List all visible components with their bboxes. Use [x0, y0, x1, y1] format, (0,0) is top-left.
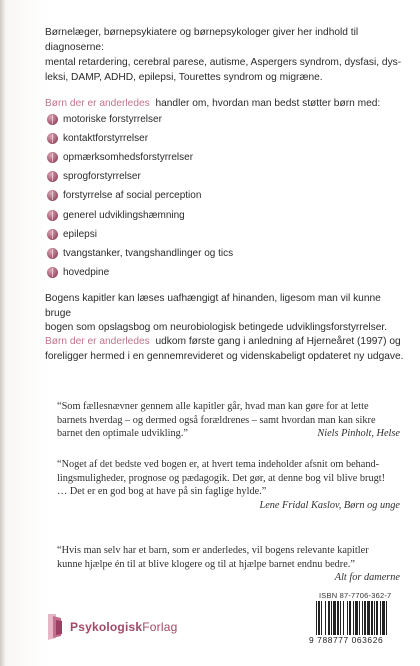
quote-attribution: Niels Pinholt, Helse: [317, 428, 400, 439]
quote-attribution: Lene Fridal Kaslov, Børn og unge: [259, 499, 400, 511]
list-item: [45, 263, 375, 282]
publisher-logo: [46, 612, 177, 642]
isbn-label: ISBN 87-7706-362-7: [319, 591, 392, 600]
quote-line: “Som fællesnævner gennem alle kapitler går, hvad man kan gøre for at lette: [57, 401, 369, 412]
quote-line: barnets hverdag – og dermed også forældrenes – samt hvordan man kan sikre: [57, 414, 376, 426]
intro-line: leksi, DAMP, ADHD, epilepsi, Tourettes syndrom og migræne.: [45, 72, 323, 83]
list-item: [45, 225, 375, 244]
chapters-paragraph: [45, 292, 407, 336]
intro-line: Børnelæger, børnepsykiatere og børnepsykologer giver her indhold til diagnoserne:: [45, 27, 359, 53]
topic-label: tvangstanker, tvangshandlinger og tics: [63, 247, 234, 259]
brain-bullet-icon: [47, 152, 58, 163]
intro-line: mental retardering, cerebral parese, autisme, Aspergers syndrom, dysfasi, dys-: [45, 57, 402, 68]
spine-shadow: [0, 0, 6, 666]
review-quote: [57, 544, 400, 585]
edition-paragraph: [45, 335, 407, 364]
list-item: [45, 148, 375, 167]
quote-line: lingsmuligheder, prognose og pædagogik. Det gør, at denne bog vil blive brugt!: [57, 472, 386, 484]
review-quote: [57, 458, 400, 512]
brain-bullet-icon: [47, 267, 58, 278]
quote-line: “Hvis man selv har et barn, som er anderledes, vil bogens relevante kapitler: [57, 545, 369, 556]
quote-line: kunne hjælpe én til at blive klogere og til at hjælpe barnet endnu bedre.”: [57, 558, 355, 570]
topic-label: opmærksomhedsforstyrrelser: [63, 152, 194, 164]
publisher-name-bold: Psykologisk: [70, 620, 143, 634]
topic-label: kontaktforstyrrelser: [63, 133, 149, 145]
list-item: [45, 167, 375, 186]
paragraph-line: bogen som opslagsbog om neurobiologisk betingede udviklingsforstyrrelser.: [45, 322, 388, 333]
brain-bullet-icon: [47, 248, 58, 259]
quote-line: … Det er en god bog at have på sin faglige hylde.”: [57, 486, 267, 497]
book-title: Børn der er anderledes: [45, 98, 150, 109]
list-item: [45, 205, 375, 224]
book-title: Børn der er anderledes: [45, 336, 150, 347]
list-item: [45, 244, 375, 263]
publisher-name: [70, 620, 177, 634]
list-item: [45, 129, 375, 148]
paragraph-line: Bogens kapitler kan læses uafhængigt af hinanden, ligesom man vil kunne bruge: [45, 293, 381, 319]
brain-bullet-icon: [47, 171, 58, 182]
topic-label: forstyrrelse af social perception: [63, 190, 202, 202]
publisher-mark-icon: [46, 612, 64, 642]
list-item: [45, 186, 375, 205]
quote-line: [57, 427, 400, 441]
brain-bullet-icon: [47, 133, 58, 144]
paragraph-line: [45, 335, 407, 350]
brain-bullet-icon: [47, 190, 58, 201]
topic-label: sprogforstyrrelser: [63, 171, 141, 183]
brain-bullet-icon: [47, 229, 58, 240]
topic-label: hovedpine: [63, 266, 110, 278]
brain-bullet-icon: [47, 210, 58, 221]
publisher-name-light: Forlag: [142, 620, 178, 634]
brain-bullet-icon: [47, 114, 58, 125]
quote-text: barnet den optimale udvikling.”: [57, 428, 188, 439]
topic-label: epilepsi: [63, 228, 97, 240]
paragraph-text: udkom første gang i anledning af Hjerneåret (1997) og: [155, 336, 401, 347]
review-quote: [57, 400, 400, 441]
barcode: [316, 601, 404, 635]
barcode-number: 9 788777 063626: [309, 635, 384, 645]
topic-label: motoriske forstyrrelser: [63, 114, 162, 126]
list-item: [45, 110, 375, 129]
intro-paragraph: [45, 25, 407, 85]
paragraph-line: foreligger hermed i en gennemrevideret og videnskabeligt opdateret ny udgave.: [45, 350, 404, 362]
topic-label: generel udviklingshæmning: [63, 209, 185, 221]
topics-heading: [45, 97, 407, 111]
quote-attribution: Alt for damerne: [334, 572, 400, 583]
topic-list: [45, 110, 375, 282]
barcode-bar: [387, 601, 389, 635]
quote-line: “Noget af det bedste ved bogen er, at hvert tema indeholder afsnit om behand-: [57, 459, 380, 470]
topics-intro: handler om, hvordan man bedst støtter børn med:: [155, 98, 381, 109]
